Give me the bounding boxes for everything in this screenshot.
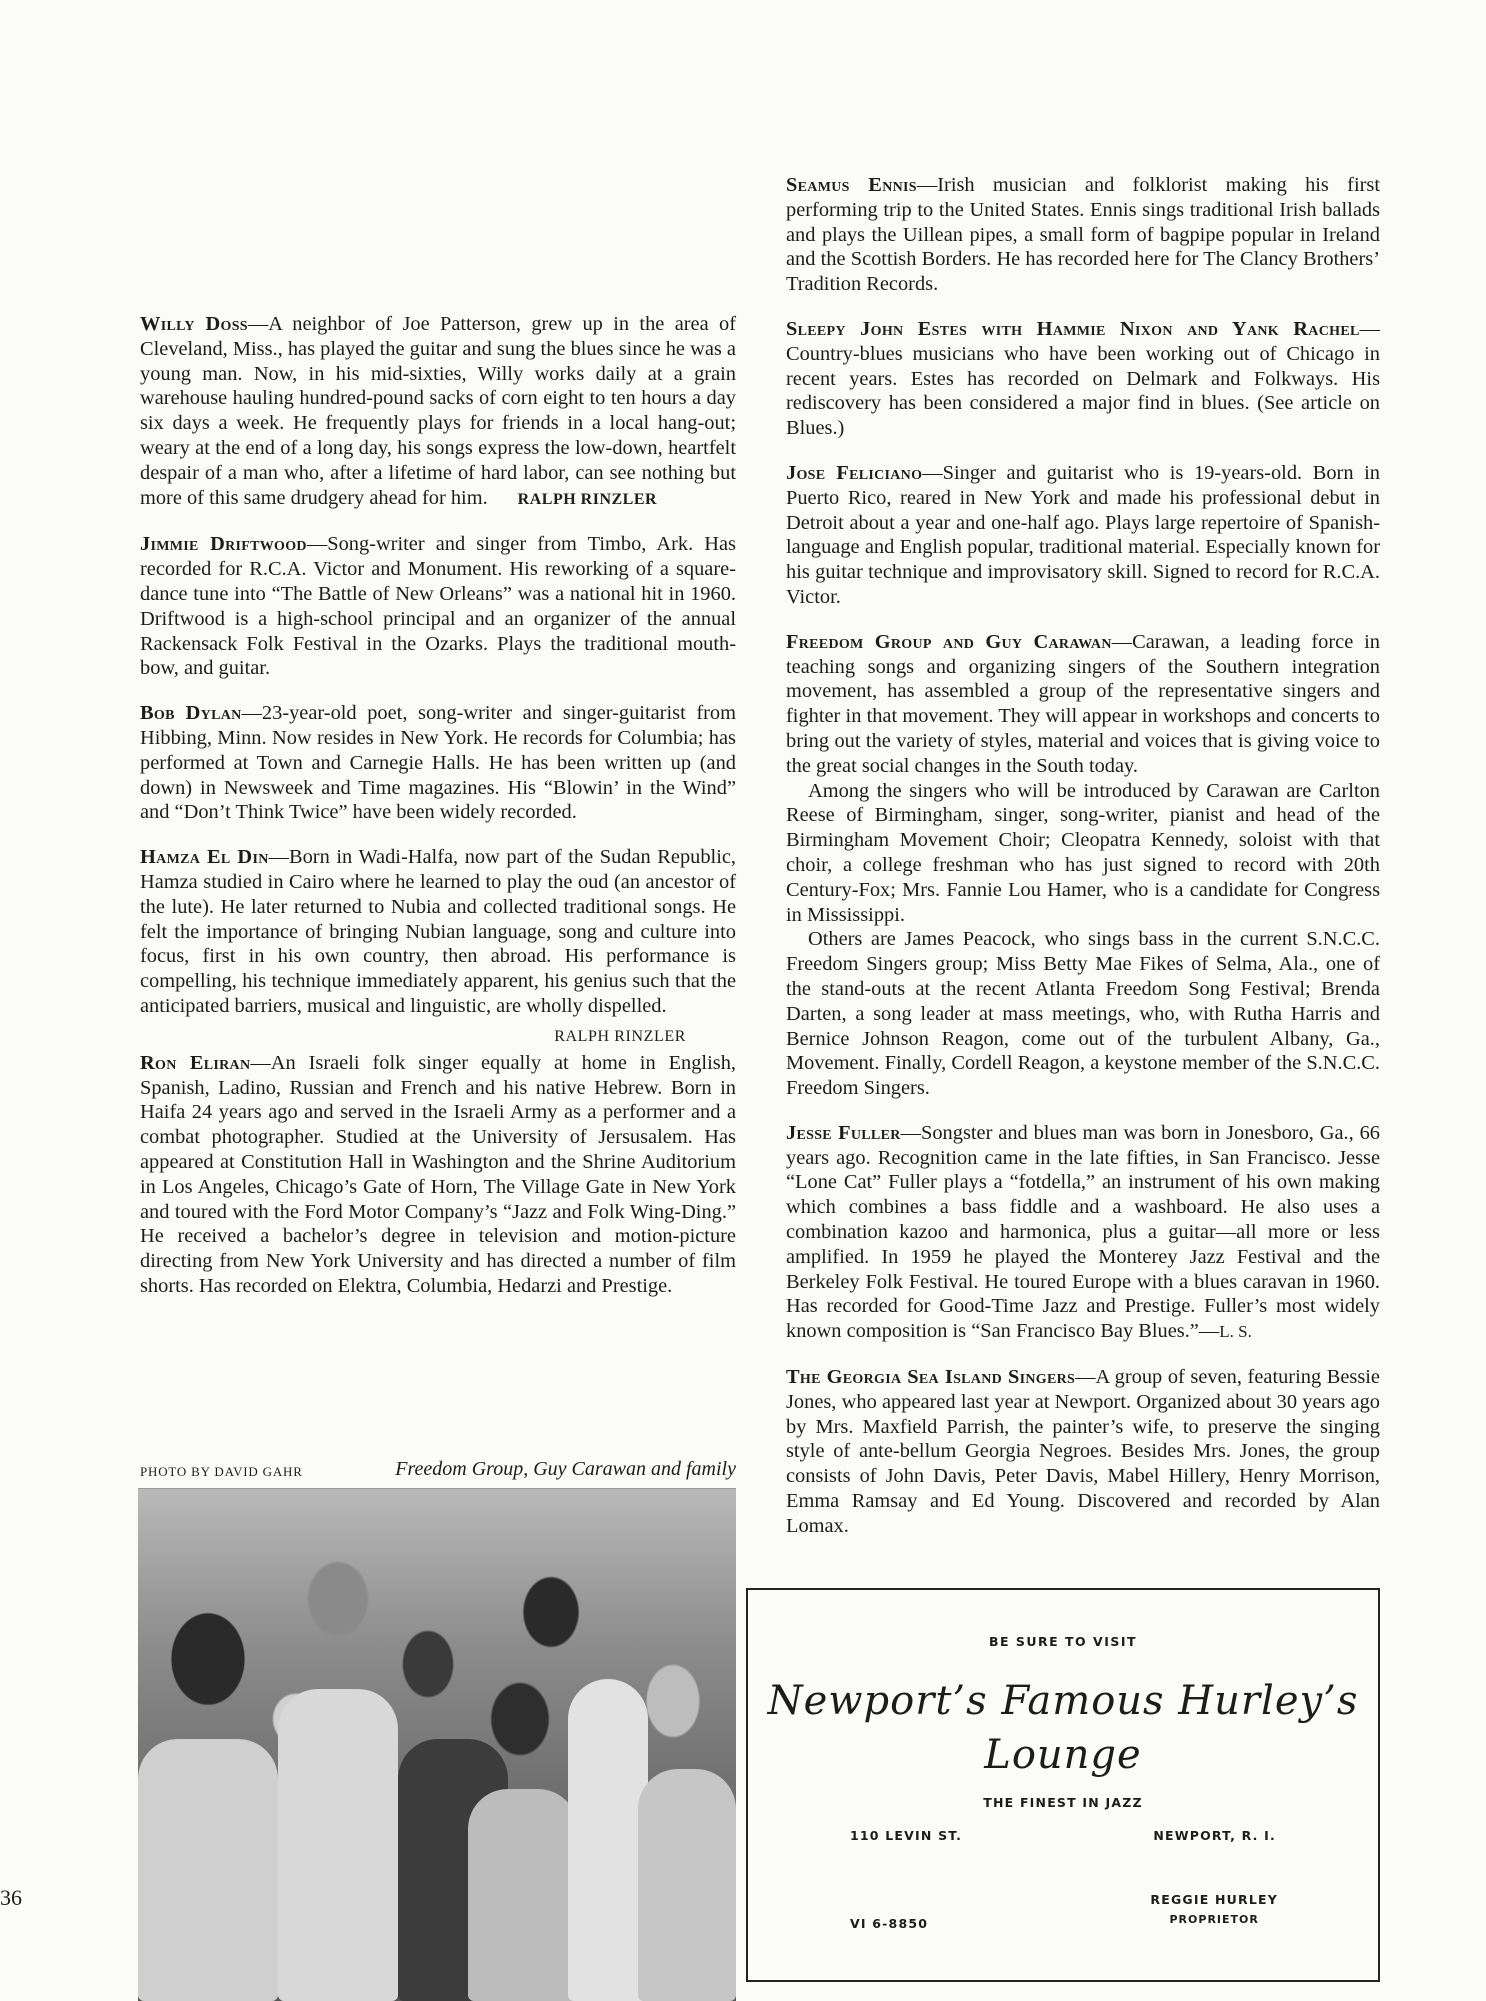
left-column [140,312,736,1319]
entry-name: The Georgia Sea Island Singers [786,1366,1076,1389]
ad-phone: VI 6-8850 [850,1916,929,1931]
entry-name: Jose Feliciano [786,461,923,484]
entry-text: —Country-blues musicians who have been working out of Chicago in recent years. Estes has recorded on Delmark and Folkways. His rediscovery has been considered a major find in blues. (See article on Blues.) [786,317,1380,440]
entry-text: —Songster and blues man was born in Jonesboro, Ga., 66 years ago. Recognition came in the late fifties, in San Francisco. Jesse “Lone Cat” Fuller plays a “fotdella,” an instrument of his own making which combines a bass fiddle and a washboard. He also uses a combination kazoo and harmonica, plus a guitar—all more or less amplified. In 1959 he played the Monterey Jazz Festival and the Berkeley Folk Festival. He toured Europe with a blues caravan in 1960. Has recorded for Good-Time Jazz and Prestige. Fuller’s most widely known composition is “San Francisco Bay Blues.”— [786,1121,1380,1343]
entry-paragraph: Among the singers who will be introduced by Carawan are Carlton Reese of Birmingham, singer, song-writer, pianist and head of the Birmingham Movement Choir; Cleopatra Kennedy, soloist with that choir, a college freshman who has just signed to record with 20th Century-Fox; Mrs. Fannie Lou Hamer, who is a candidate for Congress in Mississippi. [786,779,1380,926]
ad-business-name [748,1674,1378,1782]
ad-visit-line: BE SURE TO VISIT [988,1634,1138,1649]
ad-street: 110 LEVIN ST. [850,1828,963,1843]
photo-credit: PHOTO BY DAVID GAHR [140,1464,303,1479]
entry-text: —Born in Wadi-Halfa, now part of the Sudan Republic, Hamza studied in Cairo where he learned to play the oud (an ancestor of the lute). He later returned to Nubia and collected traditional songs. He felt the importance of bringing Nubian language, song and culture into focus, first in his own country, then abroad. His performance is compelling, his technique immediately apparent, his genius such that the anticipated barriers, musical and linguistic, are wholly dispelled. [140,846,737,1017]
entry-paragraph: Others are James Peacock, who sings bass in the current S.N.C.C. Freedom Singers group; Miss Betty Mae Fikes of Selma, Ala., one of the stand-outs at the recent Atlanta Freedom Song Festival; Brenda Darten, a song leader at mass meetings, who, with Rutha Harris and Bernice Johnson Reagon, come out of the turbulent Albany, Ga., Movement. Finally, Cordell Reagon, a keystone member of the S.N.C.C. Freedom Singers. [786,928,1380,1100]
ad-owner-role: PROPRIETOR [1169,1913,1259,1926]
ad-owner-name: REGGIE HURLEY [1150,1892,1278,1907]
ad-city: NEWPORT, R. I. [1153,1828,1276,1843]
entry-initials: L. S. [1219,1322,1252,1342]
entry-willy-doss [140,312,736,512]
hurleys-lounge-ad [746,1588,1380,1982]
entry-georgia-sea-island-singers [786,1365,1380,1539]
entry-text: —A group of seven, featuring Bessie Jones, who appeared last year at Newport. Organized about 30 years ago by Mrs. Maxfield Parrish, the painter’s wife, to preserve the singing style of ante-bellum Georgia Negroes. Besides Mrs. Jones, the group consists of John Davis, Peter Davis, Mabel Hillery, Henry Morrison, Emma Ramsay and Ed Young. Discovered and recorded by Alan Lomax. [786,1366,1380,1537]
ad-name-line1: Newport’s Famous Hurley’s [767,1678,1359,1724]
entry-jimmie-driftwood [140,532,736,681]
entry-sleepy-john-estes [786,317,1380,441]
entry-text: —23-year-old poet, song-writer and singer-guitarist from Hibbing, Minn. Now resides in New York. He records for Columbia; has performed at Town and Carnegie Halls. He has been written up (and down) in Newsweek and Time magazines. His “Blowin’ in the Wind” and “Don’t Think Twice” have been widely recorded. [140,702,736,824]
entry-text: —Singer and guitarist who is 19-years-old. Born in Puerto Rico, reared in New York and made his professional debut in Detroit about a year and one-half ago. Plays large repertoire of Spanish-language and English popular, traditional material. Especially known for his guitar technique and improvisatory skill. Signed to record for R.C.A. Victor. [786,461,1380,608]
right-column [786,173,1380,1559]
entry-name: Willy Doss [140,313,248,335]
entry-text: —A neighbor of Joe Patterson, grew up in the area of Cleveland, Miss., has played the guitar and sung the blues since he was a young man. Now, in his mid-sixties, Willy works daily at a grain warehouse hauling hundred-pound sacks of corn eight to ten hours a day six days a week. He frequently plays for friends in a local hang-out; weary at the end of a long day, his songs express the low-down, heartfelt despair of a man who, after a lifetime of hard labor, can see nothing but more of this same drudgery ahead for him. [140,313,736,509]
entry-bob-dylan [140,701,736,825]
entry-text: —Carawan, a leading force in teaching songs and organizing singers of the Southern integration movement, has assembled a group of the representative singers and fighter in that movement. They will appear in workshops and concerts to bring out the variety of styles, material and voices that is giving voice to the great social changes in the South today. [786,630,1380,777]
entry-seamus-ennis [786,173,1380,297]
entry-text: —Song-writer and singer from Timbo, Ark. Has recorded for R.C.A. Victor and Monument. His reworking of a square-dance tune into “The Battle of New Orleans” was a national hit in 1960. Driftwood is a high-school principal and an organizer of the annual Rackensack Folk Festival in the Ozarks. Plays the traditional mouth-bow, and guitar. [140,533,736,680]
entry-signature: RALPH RINZLER [517,490,658,508]
entry-jesse-fuller [786,1121,1380,1345]
ad-tagline: THE FINEST IN JAZZ [983,1795,1143,1810]
entry-name: Bob Dylan [140,702,242,725]
entry-text: —An Israeli folk singer equally at home in English, Spanish, Ladino, Russian and French and his native Hebrew. Born in Haifa 24 years ago and served in the Israeli Army as a performer and a combat photographer. Studied at the University of Jersusalem. Has appeared at Constitution Hall in Washington and the Shrine Auditorium in Los Angeles, Chicago’s Gate of Horn, The Village Gate in New York and toured with the Ford Motor Company’s “Jazz and Folk Wing-Ding.” He received a bachelor’s degree in television and motion-picture directing from New York University and has directed a number of film shorts. Has recorded on Elektra, Columbia, Hedarzi and Prestige. [140,1051,736,1297]
page-number: 36 [0,1885,22,1910]
entry-freedom-group [786,630,1380,1101]
entry-name: Freedom Group and Guy Carawan [786,630,1112,653]
photo-caption [140,1458,736,1488]
ad-owner [1150,1890,1278,1930]
entry-text: —Irish musician and folklorist making his first performing trip to the United States. Ennis sings traditional Irish ballads and plays the Uillean pipes, a small form of bagpipe popular in Ireland and the Scottish Borders. He has recorded here for The Clancy Brothers’ Tradition Records. [786,174,1381,296]
ad-name-line2: Lounge [984,1732,1142,1778]
entry-name: Seamus Ennis [786,174,917,196]
photo-title: Freedom Group, Guy Carawan and family [395,1458,736,1480]
entry-name: Jimmie Driftwood [140,533,307,556]
entry-name: Hamza El Din [140,846,269,869]
group-photo [138,1488,736,2001]
entry-signature: RALPH RINZLER [554,1027,686,1045]
entry-name: Jesse Fuller [786,1121,901,1144]
entry-name: Ron Eliran [140,1051,251,1074]
entry-name: Sleepy John Estes with Hammie Nixon and Yank Rachel [786,317,1360,340]
entry-hamza-el-din [140,845,736,1019]
entry-jose-feliciano [786,461,1380,610]
entry-ron-eliran [140,1051,736,1299]
